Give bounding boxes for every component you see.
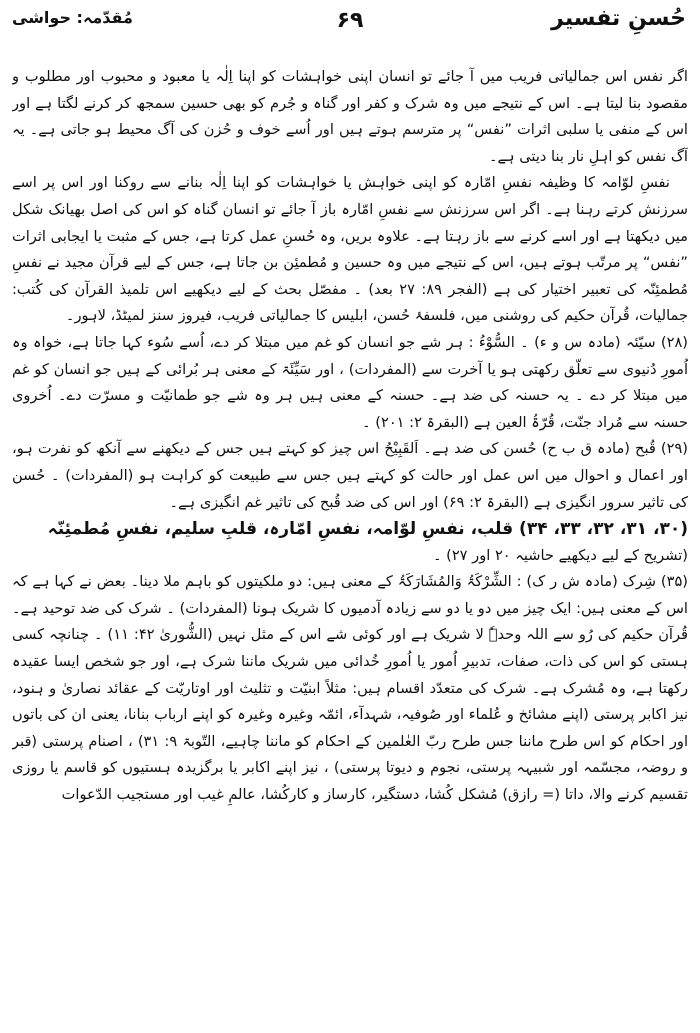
paragraph-nafs-aesthetic-deception: اگر نفس اس جمالیاتی فریب میں آ جائے تو انسان اپنی خواہشات کو اپنا اِلٰہ یا معبود و محبوب اور مطلوب و مقصود بنا لیتا ہے۔ اس کے نتیجے میں وہ شرک و کفر اور گناہ و جُرم کو بھی حسین سمجھ کر کرنے لگتا ہے اور اس کے منفی یا سلبی اثرات ”نفس“ پر مترسم ہوتے ہیں اور اُسے خوف و حُزن کی آگ محیط ہو جاتی ہے۔ یہ آگ نفس کو اہلِ نار بنا دیتی ہے۔ [12, 68, 688, 165]
section-title: مُقدّمہ: حواشی [12, 8, 133, 27]
page-body [12, 64, 688, 1029]
page-header [0, 0, 700, 62]
paragraph-nafs-lawwama: نفسِ لوّامہ کا وظیفہ نفسِ امّارہ کو اپنی خواہش یا خواہشات کو اپنا اِلٰہ بنانے سے روکنا اور اس پر اسے سرزنش کرتے رہنا ہے۔ اگر اس سرزنش سے نفسِ امّارہ باز آ جائے تو انسان گناہ کو اس کی اصل بھیانک شکل میں دیکھتا ہے اور اسے کرنے سے باز رہتا ہے۔ علاوہ بریں، وہ حُسنِ عمل کرتا ہے، جس کے مثبت یا ایجابی اثرات ”نفس“ پر مرتّب ہوتے ہیں، اس کے نتیجے میں وہ حسین و مُطمئِن بن جاتا ہے، جس کے لیے قرآن مجید نے نفسِ مُطمئِنّہ کی تعبیر اختیار کی ہے (الفجر ۸۹: ۲۷ بعد) ۔ مفصّل بحث کے لیے دیکھیے اس تلمیذ القرآن کی کُتب: جمالیات، قُرآن حکیم کی روشنی میں، فلسفۂ حُسن، ابلیس کا جمالیاتی فریب، فیروز سنز لمیٹڈ، لاہور۔ [12, 174, 688, 325]
notes-30-34-heading: (۳۰، ۳۱، ۳۲، ۳۳، ۳۴) قلب، نفسِ لوّامہ، نفسِ امّارہ، قلبِ سلیم، نفسِ مُطمئِنّہ [47, 519, 688, 540]
note-35-shirk: (۳۵) شِرک (مادہ ش ر ک) : الشِّرْکَۃُ وَالمُشَارَکَۃُ کے معنی ہیں: دو ملکیتوں کو باہم ملا دینا۔ بعض نے کہا ہے کہ اس کے معنی ہیں: ایک چیز میں دو یا دو سے زیادہ آدمیوں کا شریک ہونا (المفردات) ۔ شرک کی ضد توحید ہے۔ قُرآن حکیم کی رُو سے اللہ وحدہٗ لا شریک ہے اور کوئی شے اس کے مثل نہیں (الشُّوریٰ ۴۲: ۱۱) ۔ چنانچہ کسی ہستی کو اس کی ذات، صفات، تدبیرِ اُمور یا اُمورِ خُدائی میں شریک ماننا شرک ہے، اور جو شخص ایسا عقیدہ رکھتا ہے، وہ مُشرک ہے۔ شرک کی متعدّد اقسام ہیں: مثلاً ابنیّت و تثلیث اور اوتاریّت کے عقائد نصاریٰ و ہنود، نیز اکابر پرستی (اپنے مشائخ و عُلماء اور صُوفیہ، شہدآء، ائمّہ وغیرہ وغیرہ کو اپنے ارباب بنانا، یعنی ان کی باتوں اور احکام کو اس طرح ماننا جس طرح ربّ العٰلمین کے احکام کو ماننا چاہیے، التّوبۃ ۹: ۳۱) ، اصنام پرستی (قبر و روضہ، مجسّمہ اور شبیہہ پرستی، نجوم و دیوتا پرستی) ، نیز اپنے اکابر یا برگزیدہ ہستیوں کو قاسم یا روزی تقسیم کرنے والا، داتا (= رازق) مُشکل کُشا، دستگیر، کارساز و کارکُشا، عالمِ غیب اور مستجیب الدّعوات [12, 573, 688, 804]
note-29-qubh: (۲۹) قُبح (مادہ ق ب ح) حُسن کی ضد ہے۔ اَلقَبِیْحُ اس چیز کو کہتے ہیں جس کے دیکھنے سے آنکھ کو نفرت ہو، اور اعمال و احوال میں اس عمل اور حالت کو کہتے ہیں جس سے طبیعت کو کراہت ہو (المفردات) ۔ حُسن کی تاثیر سرور انگیزی ہے (البقرۃ ۲: ۶۹) اور اس کی ضد قُبح کی تاثیر غم انگیزی ہے۔ [12, 440, 688, 511]
notes-30-34-reference: (تشریح کے لیے دیکھیے حاشیہ ۲۰ اور ۲۷) ۔ [432, 546, 688, 564]
page-number: ۶۹ [336, 8, 364, 33]
book-title: حُسنِ تفسیر [551, 6, 686, 31]
note-28-sayyia: (۲۸) سیّئہ (مادہ س و ء) ۔ السُّوْءُ : ہر شے جو انسان کو غم میں مبتلا کر دے، اُسے سُوء کہا جاتا ہے، خواہ وہ اُمورِ دُنیوی سے تعلّق رکھتی ہو یا آخرت سے (المفردات) ، اور سَیِّئَۃ کے معنی ہر بُرائی کے ہیں جو انسان کو غم میں مبتلا کر دے ۔ یہ حسنہ کی ضد ہے۔ حسنہ کے معنی ہیں ہر وہ شے جو طمانیّت و مسرّت دے۔ اُخروی حسنہ سے مُراد جنّت، قُرّۃُ العین ہے (البقرۃ ۲: ۲۰۱) ۔ [12, 333, 688, 431]
